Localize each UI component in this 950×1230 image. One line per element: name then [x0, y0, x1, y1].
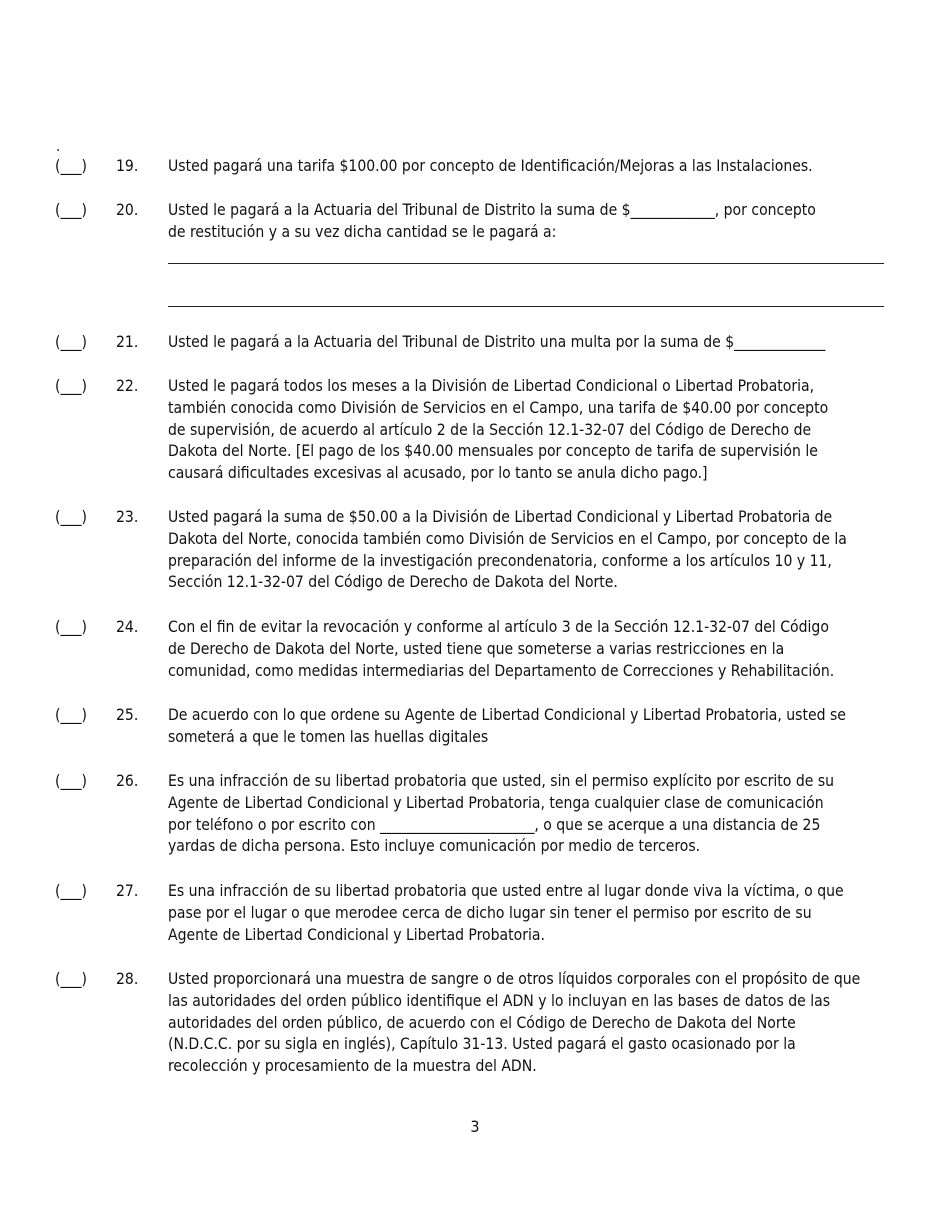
item-number: 21.: [116, 333, 139, 351]
item-number: 26.: [116, 772, 139, 790]
item-text: De acuerdo con lo que ordene su Agente de Libertad Condicional y Libertad Probatoria, usted se someterá a que le tomen las huellas digitales: [168, 706, 846, 746]
check-blank: (___): [55, 333, 87, 351]
check-blank: (___): [55, 618, 87, 636]
fill-in-line: [168, 263, 884, 264]
item-text: Usted le pagará todos los meses a la División de Libertad Condicional o Libertad Probatoria, también conocida como División de Servicios en el Campo, una tarifa de $40.00 por concepto de supervisión, de acuerdo al artículo 2 de la Sección 12.1-32-07 del Código de Derecho de Dakota del Norte. [El pago de los $40.00 mensuales por concepto de tarifa de supervisión le causará dificultades excesivas al acusado, por lo tanto se anula dicho pago.]: [168, 377, 829, 483]
item-number: 28.: [116, 970, 139, 988]
check-blank: (___): [55, 706, 87, 724]
item-number: 22.: [116, 377, 139, 395]
item-number: 24.: [116, 618, 139, 636]
item-text: Usted le pagará a la Actuaria del Tribunal de Distrito una multa por la suma de $_____________: [168, 333, 826, 351]
item-text: Con el fin de evitar la revocación y conforme al artículo 3 de la Sección 12.1-32-07 del Código de Derecho de Dakota del Norte, usted tiene que someterse a varias restricciones en la comunidad, como medidas intermediarias del Departamento de Correcciones y Rehabilitación.: [168, 618, 835, 680]
check-blank: (___): [55, 508, 87, 526]
item-number: 19.: [116, 157, 139, 175]
item-text: Usted proporcionará una muestra de sangre o de otros líquidos corporales con el propósito de que las autoridades del orden público identifique el ADN y lo incluyan en las bases de datos de las autoridades del orden público, de acuerdo con el Código de Derecho de Dakota del Norte (N.D.C.C. por su sigla en inglés), Capítulo 31-13. Usted pagará el gasto ocasionado por la recolección y procesamiento de la muestra del ADN.: [168, 970, 861, 1076]
check-blank: (___): [55, 201, 87, 219]
check-blank: (___): [55, 970, 87, 988]
check-blank: (___): [55, 377, 87, 395]
fill-in-line: [168, 306, 884, 307]
page-number: 3: [470, 1117, 480, 1136]
check-blank: (___): [55, 157, 87, 175]
item-text: Usted pagará la suma de $50.00 a la División de Libertad Condicional y Libertad Probatoria de Dakota del Norte, conocida también como División de Servicios en el Campo, por concepto de la preparación del informe de la investigación precondenatoria, conforme a los artículos 10 y 11, Sección 12.1-32-07 del Código de Derecho de Dakota del Norte.: [168, 508, 847, 592]
item-text: Es una infracción de su libertad probatoria que usted entre al lugar donde viva la víctima, o que pase por el lugar o que merodee cerca de dicho lugar sin tener el permiso por escrito de su Agente de Libertad Condicional y Libertad Probatoria.: [168, 882, 844, 944]
item-number: 27.: [116, 882, 139, 900]
item-number: 25.: [116, 706, 139, 724]
item-number: 23.: [116, 508, 139, 526]
item-number: 20.: [116, 201, 139, 219]
check-blank: (___): [55, 882, 87, 900]
item-text: Usted le pagará a la Actuaria del Tribunal de Distrito la suma de $____________, por concepto de restitución y a su vez dicha cantidad se le pagará a:: [168, 201, 816, 241]
item-text: Usted pagará una tarifa $100.00 por concepto de Identificación/Mejoras a las Instalaciones.: [168, 157, 813, 175]
leading-mark: .: [56, 137, 61, 155]
item-text: Es una infracción de su libertad probatoria que usted, sin el permiso explícito por escrito de su Agente de Libertad Condicional y Libertad Probatoria, tenga cualquier clase de comunicación por teléfono o por escrito con ______________________, o que se acerque a una distancia de 25 yardas de dicha persona. Esto incluye comunicación por medio de terceros.: [168, 772, 835, 856]
check-blank: (___): [55, 772, 87, 790]
